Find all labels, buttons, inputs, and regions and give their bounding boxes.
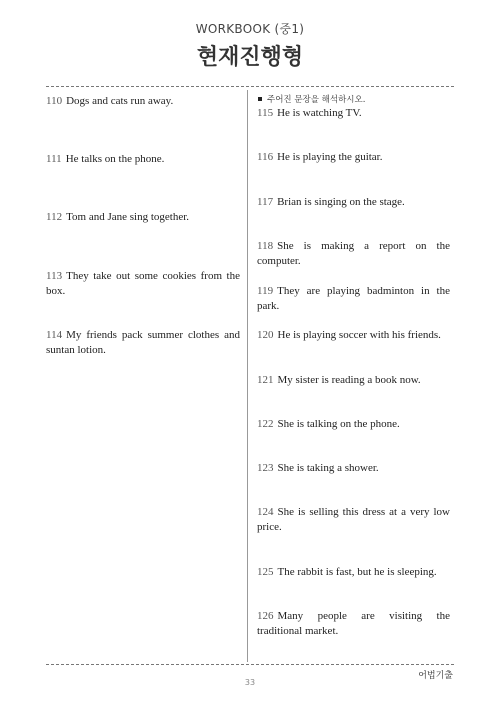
page-number: 33 — [244, 678, 256, 687]
question-number: 111 — [46, 153, 62, 165]
workbook-subtitle: WORKBOOK (중1) — [195, 22, 305, 36]
question-item — [46, 269, 240, 299]
question-item — [257, 417, 450, 432]
question-item — [257, 565, 450, 580]
footer-label: 어법기출 — [418, 671, 453, 681]
question-number: 125 — [257, 566, 274, 578]
question-text: He is playing the guitar. — [277, 151, 383, 163]
question-text: My sister is reading a book now. — [277, 374, 421, 386]
question-number: 113 — [46, 270, 63, 282]
question-text: The rabbit is fast, but he is sleeping. — [277, 566, 437, 578]
question-item — [257, 461, 450, 476]
question-text: Brian is singing on the stage. — [277, 196, 405, 208]
question-number: 124 — [257, 506, 274, 518]
question-item — [257, 239, 450, 269]
question-number: 115 — [257, 107, 274, 119]
top-dashed-rule — [46, 86, 454, 87]
question-text: They are playing badminton in the park. — [257, 285, 450, 312]
question-item — [257, 195, 450, 210]
question-item — [257, 373, 450, 388]
question-text: He talks on the phone. — [65, 153, 165, 165]
bottom-dashed-rule — [46, 664, 454, 665]
question-item — [46, 210, 240, 225]
question-item — [46, 152, 240, 167]
question-item — [257, 505, 450, 535]
question-text: She is selling this dress at a very low price. — [257, 506, 450, 533]
square-bullet-icon — [258, 97, 262, 101]
question-text: Tom and Jane sing together. — [66, 211, 190, 223]
page-title: 현재진행형 — [196, 45, 304, 70]
question-number: 116 — [257, 151, 274, 163]
column-divider — [247, 90, 248, 662]
question-number: 120 — [257, 329, 274, 341]
question-number: 110 — [46, 95, 63, 107]
question-text: Dogs and cats run away. — [66, 95, 174, 107]
question-item — [257, 609, 450, 639]
instruction-text: 주어진 문장을 해석하시오. — [267, 95, 366, 105]
question-number: 121 — [257, 374, 274, 386]
question-item — [257, 284, 450, 314]
question-number: 126 — [257, 610, 274, 622]
question-text: She is making a report on the computer. — [257, 240, 450, 267]
question-item — [46, 94, 240, 109]
question-number: 122 — [257, 418, 274, 430]
question-number: 117 — [257, 196, 274, 208]
question-number: 123 — [257, 462, 274, 474]
question-text: She is taking a shower. — [277, 462, 379, 474]
question-text: She is talking on the phone. — [277, 418, 400, 430]
question-number: 119 — [257, 285, 274, 297]
question-number: 114 — [46, 329, 63, 341]
question-item — [257, 328, 450, 343]
question-text: They take out some cookies from the box. — [46, 270, 240, 297]
question-text: He is playing soccer with his friends. — [277, 329, 441, 341]
question-item — [257, 150, 450, 165]
question-number: 112 — [46, 211, 63, 223]
question-text: He is watching TV. — [277, 107, 362, 119]
question-text: My friends pack summer clothes and suntan lotion. — [46, 329, 240, 356]
question-item — [257, 106, 450, 121]
question-number: 118 — [257, 240, 274, 252]
question-text: Many people are visiting the traditional market. — [257, 610, 450, 637]
question-item — [46, 328, 240, 358]
instruction-line — [258, 93, 365, 105]
